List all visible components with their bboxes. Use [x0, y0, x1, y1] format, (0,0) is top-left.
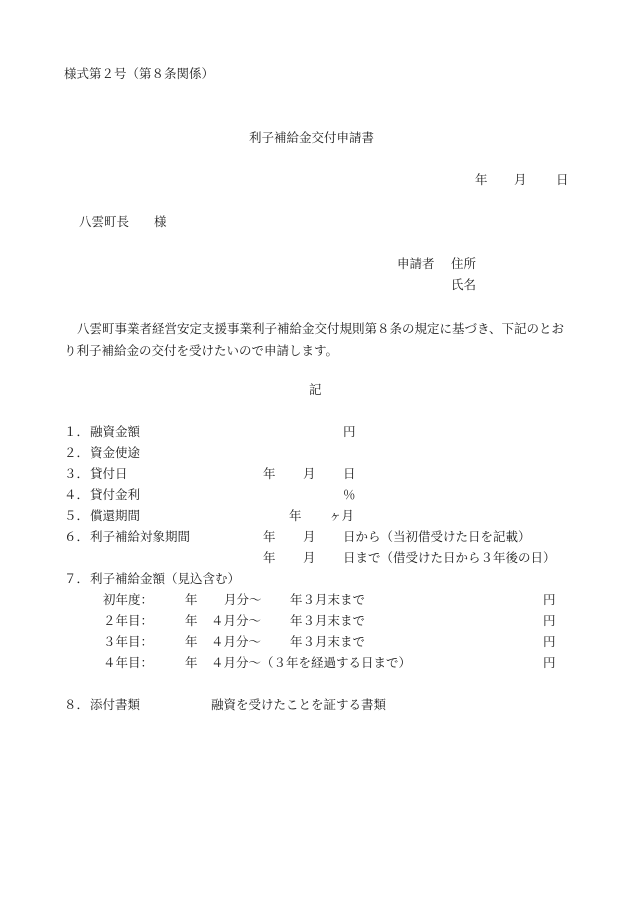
item-7-row-to: 年３月末まで	[290, 613, 366, 628]
item-7-row-term: ２年目：	[103, 613, 154, 628]
item-6-row1-month: 月	[303, 529, 316, 544]
item-7-row-year: 年	[185, 592, 198, 607]
item-7-row-year: 年	[185, 655, 198, 670]
item-7-number: ７．	[64, 571, 90, 586]
item-3-month: 月	[303, 466, 316, 481]
item-7-row-month: ４月分～	[211, 613, 262, 628]
item-6-label: 利子補給対象期間	[90, 529, 191, 544]
item-1-unit: 円	[343, 424, 356, 439]
item-2-number: ２．	[64, 445, 90, 460]
item-7-row-month: ４月分～（３年を経過する日まで）	[211, 655, 412, 670]
item-7-row-year: 年	[185, 634, 198, 649]
item-8-number: ８．	[64, 697, 90, 712]
item-1-label: 融資金額	[90, 424, 141, 439]
item-2-label: 資金使途	[90, 445, 141, 460]
item-7-row-unit: 円	[543, 655, 556, 670]
item-5-label: 償還期間	[90, 508, 141, 523]
item-7-row-month: ４月分～	[211, 634, 262, 649]
applicant-label: 申請者	[397, 256, 435, 271]
item-5-year: 年	[289, 508, 302, 523]
ki-heading: 記	[309, 382, 322, 397]
body-paragraph: 八雲町事業者経営安定支援事業利子補給金交付規則第８条の規定に基づき、下記のとおり利子補給金の交付を受けたいので申請します。	[64, 321, 565, 358]
item-7-row-unit: 円	[543, 634, 556, 649]
addressee: 八雲町長 様	[79, 214, 167, 229]
date-year: 年	[475, 172, 488, 187]
form-title: 利子補給金交付申請書	[249, 130, 375, 145]
item-7-row-term: ３年目：	[103, 634, 154, 649]
item-7-row-unit: 円	[543, 613, 556, 628]
item-8-label: 添付書類	[90, 697, 141, 712]
item-8-value: 融資を受けたことを証する書類	[211, 697, 387, 712]
item-3-label: 貸付日	[90, 466, 128, 481]
item-6-row2-month: 月	[303, 550, 316, 565]
item-3-day: 日	[343, 466, 356, 481]
item-7-row-year: 年	[185, 613, 198, 628]
applicant-address-label: 住所	[451, 256, 477, 271]
applicant-name-label: 氏名	[451, 277, 477, 292]
item-4-label: 貸付金利	[90, 487, 141, 502]
item-4-number: ４．	[64, 487, 90, 502]
item-7-row-unit: 円	[543, 592, 556, 607]
item-6-row2-year: 年	[263, 550, 276, 565]
item-7-row-month: 月分～	[224, 592, 262, 607]
item-1-number: １．	[64, 424, 90, 439]
item-6-number: ６．	[64, 529, 90, 544]
item-3-year: 年	[263, 466, 276, 481]
item-7-row-term: ４年目：	[103, 655, 154, 670]
item-7-row-to: 年３月末まで	[290, 634, 366, 649]
item-6-row1-year: 年	[263, 529, 276, 544]
item-5-number: ５．	[64, 508, 90, 523]
item-6-row1-day: 日から（当初借受けた日を記載）	[343, 529, 531, 544]
date-day: 日	[556, 172, 569, 187]
item-4-unit: ％	[343, 487, 356, 502]
item-3-number: ３．	[64, 466, 90, 481]
item-6-row2-day: 日まで（借受けた日から３年後の日）	[343, 550, 556, 565]
date-month: 月	[514, 172, 527, 187]
item-7-row-to: 年３月末まで	[290, 592, 366, 607]
item-7-label: 利子補給金額（見込含む）	[90, 571, 241, 586]
form-number: 様式第２号（第８条関係）	[64, 66, 215, 81]
item-5-month: ヶ月	[329, 508, 355, 523]
item-7-row-term: 初年度：	[103, 592, 154, 607]
